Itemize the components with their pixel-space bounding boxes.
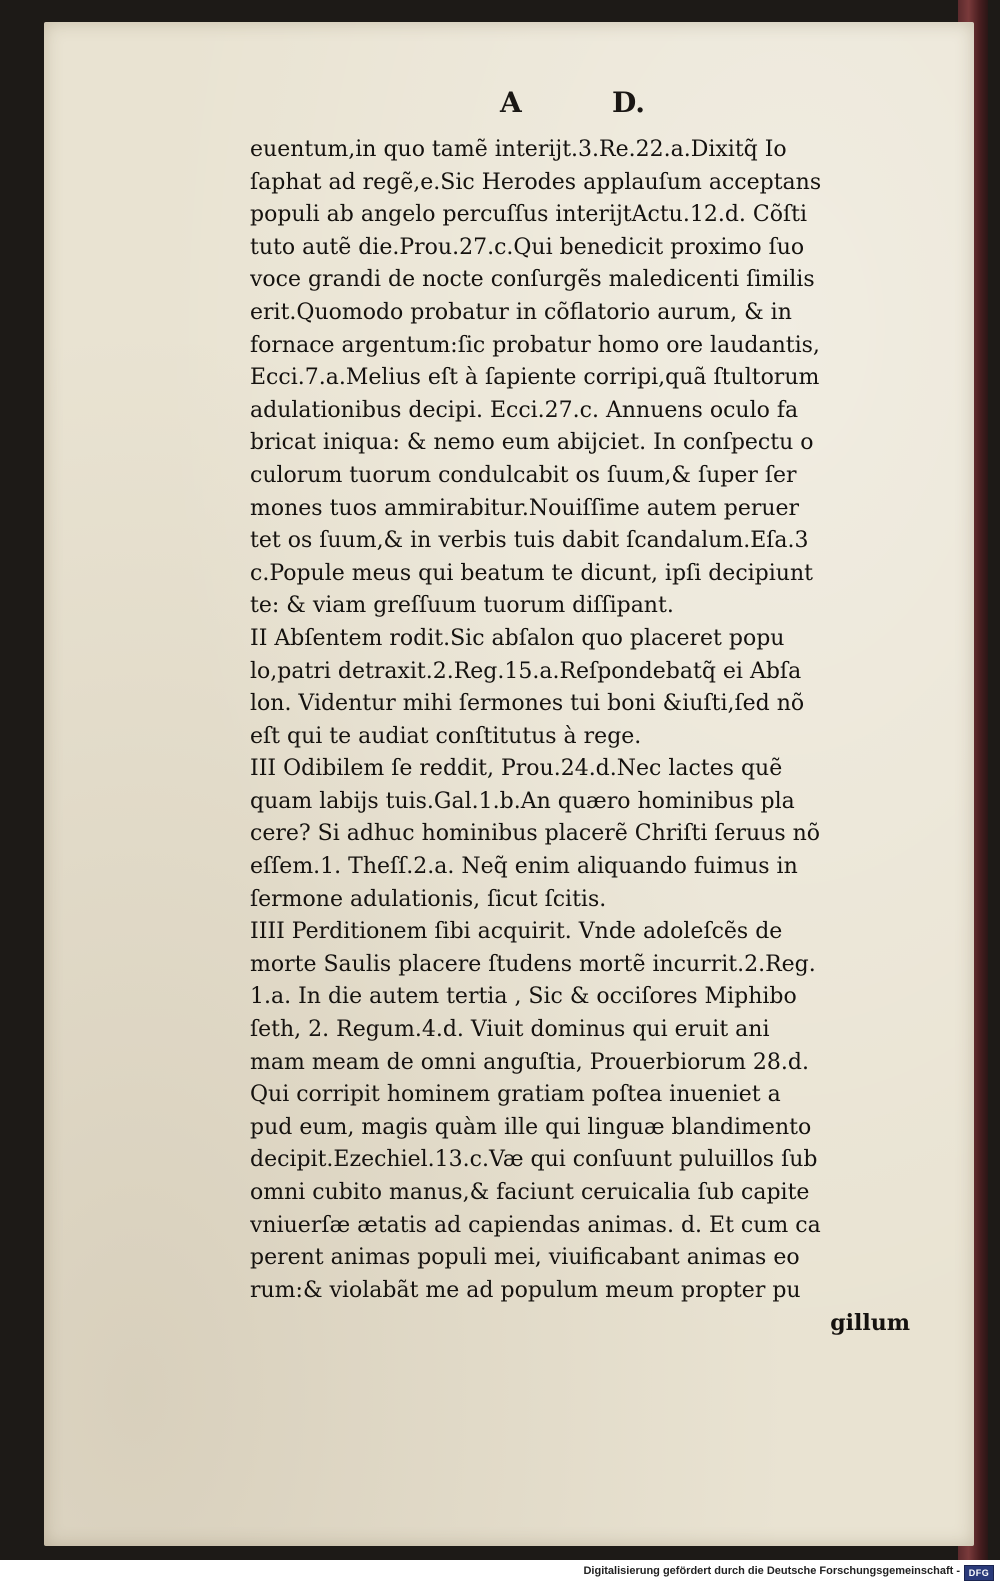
text-line: omni cubito manus,& faciunt ceruicalia ſub capite bbox=[250, 1180, 810, 1205]
text-line: III Odibilem ſe reddit, Prou.24.d.Nec lactes quẽ bbox=[250, 756, 783, 782]
text-line: euentum,in quo tamẽ interijt.3.Re.22.a.Dixitq̃ Io bbox=[250, 137, 787, 162]
text-line: erit.Quomodo probatur in cõflatorio aurum, & in bbox=[250, 299, 792, 325]
text-line: ſeth, 2. Regum.4.d. Viuit dominus qui eruit ani bbox=[250, 1017, 770, 1043]
text-line: c.Popule meus qui beatum te dicunt, ipſi decipiunt bbox=[250, 560, 813, 586]
text-line: IIII Perditionem ſibi acquirit. Vnde adoleſcẽs de bbox=[250, 919, 783, 945]
text-line: voce grandi de nocte conſurgẽs maledicenti ſimilis bbox=[250, 267, 815, 293]
text-line: populi ab angelo percuſſus interijtActu.12.d. Cõſti bbox=[250, 202, 807, 228]
text-line: lo,patri detraxit.2.Reg.15.a.Reſpondebatq̃ ei Abſa bbox=[250, 658, 802, 684]
text-line: tuto autẽ die.Prou.27.c.Qui benedicit proximo ſuo bbox=[250, 234, 805, 260]
text-line: 1.a. In die autem tertia , Sic & occiſores Miphibo bbox=[250, 984, 797, 1010]
page-header bbox=[496, 86, 666, 126]
dfg-logo-icon: DFG bbox=[964, 1565, 994, 1581]
digitization-footer bbox=[0, 1560, 1000, 1588]
text-line: vniuerſæ ætatis ad capiendas animas. d. Et cum ca bbox=[250, 1212, 821, 1238]
text-line: Ecci.7.a.Melius eſt à ſapiente corripi,quã ſtultorum bbox=[250, 365, 820, 391]
text-line: Qui corripit hominem gratiam poſtea inueniet a bbox=[250, 1082, 781, 1108]
text-line: mones tuos ammirabitur.Nouiſſime autem peruer bbox=[250, 495, 800, 521]
text-line: fornace argentum:ſic probatur homo ore laudantis, bbox=[250, 332, 820, 358]
text-line: bricat iniqua: & nemo eum abijciet. In conſpectu o bbox=[250, 430, 814, 456]
text-line: culorum tuorum condulcabit os ſuum,& ſuper ſer bbox=[250, 462, 797, 488]
text-line: II Abſentem rodit.Sic abſalon quo placeret popu bbox=[250, 625, 785, 651]
text-line: ſaphat ad regẽ,e.Sic Herodes applauſum acceptans bbox=[250, 169, 822, 195]
text-line: rum:& violabãt me ad populum meum propter pu bbox=[250, 1277, 801, 1303]
text-line: mam meam de omni anguſtia, Prouerbiorum 28.d. bbox=[250, 1049, 809, 1075]
text-line: pud eum, magis quàm ille qui linguæ blandimento bbox=[250, 1114, 812, 1140]
page-body-text bbox=[250, 134, 910, 1340]
text-line: decipit.Ezechiel.13.c.Væ qui conſuunt puluillos ſub bbox=[250, 1147, 818, 1173]
text-line: te: & viam greſſuum tuorum diſſipant. bbox=[250, 593, 674, 619]
text-line: cere? Si adhuc hominibus placerẽ Chriſti ſeruus nõ bbox=[250, 821, 821, 847]
text-line: morte Saulis placere ſtudens mortẽ incurrit.2.Reg. bbox=[250, 951, 816, 977]
text-line: eſt qui te audiat conſtitutus à rege. bbox=[250, 723, 642, 749]
text-line: ſermone adulationis, ſicut ſcitis. bbox=[250, 886, 607, 912]
text-line: eſſem.1. Theſſ.2.a. Neq̃ enim aliquando fuimus in bbox=[250, 854, 798, 880]
text-line: lon. Videntur mihi ſermones tui boni &iuſti,ſed nõ bbox=[250, 691, 805, 717]
catchword: gillum bbox=[830, 1310, 910, 1337]
header-letter-left: A bbox=[500, 86, 522, 119]
header-letter-right: D. bbox=[612, 86, 646, 119]
text-line: perent animas populi mei, viuificabant animas eo bbox=[250, 1245, 800, 1271]
text-line: quam labijs tuis.Gal.1.b.An quæro hominibus pla bbox=[250, 788, 795, 814]
funding-credit: Digitalisierung gefördert durch die Deutsche Forschungsgemeinschaft - bbox=[583, 1565, 960, 1577]
text-line: tet os ſuum,& in verbis tuis dabit ſcandalum.Eſa.3 bbox=[250, 528, 809, 554]
text-line: adulationibus decipi. Ecci.27.c. Annuens oculo fa bbox=[250, 397, 799, 423]
